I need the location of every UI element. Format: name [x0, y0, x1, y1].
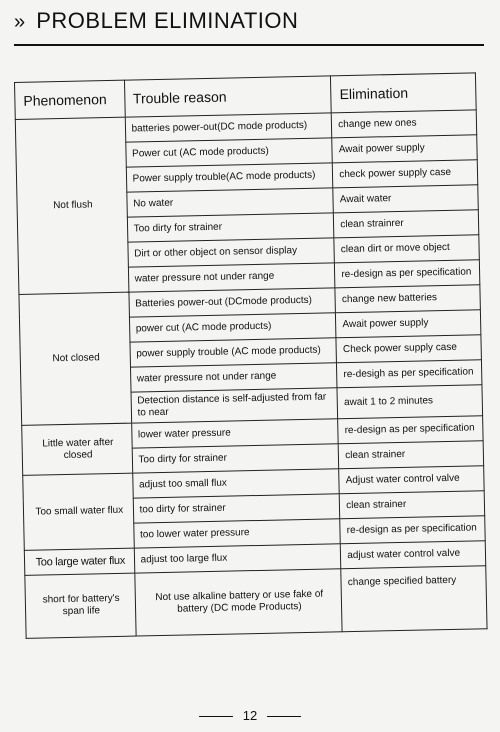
title-bar [14, 6, 484, 46]
elimination-cell: Check power supply case [336, 335, 481, 363]
phenomenon-cell: Too large water flux [24, 548, 134, 575]
page-title-text: PROBLEM ELIMINATION [36, 8, 299, 33]
reason-cell: Power cut (AC mode products) [125, 138, 332, 167]
table-row [25, 566, 487, 639]
phenomenon-cell: short for battery's span life [25, 573, 136, 638]
elimination-cell: re-desigh as per specification [337, 360, 482, 388]
problem-elimination-table [14, 72, 488, 639]
elimination-cell: clean strainer [338, 441, 483, 469]
footer-rule-right [267, 716, 301, 717]
page-number: 12 [242, 708, 258, 723]
elimination-cell: check power supply case [333, 160, 478, 188]
elimination-cell: Adjust water control valve [339, 466, 484, 494]
elimination-cell: re-design as per specification [335, 260, 480, 288]
reason-cell: batteries power-out(DC mode products) [125, 113, 332, 142]
elimination-cell: Await power supply [336, 310, 481, 338]
elimination-cell: re-design as per specification [340, 516, 485, 544]
page-footer [0, 708, 500, 723]
phenomenon-cell: Too small water flux [23, 473, 134, 550]
elimination-cell: Await water [333, 185, 478, 213]
footer-rule-left [199, 716, 233, 717]
phenomenon-cell: Little water after closed [22, 423, 133, 475]
elimination-cell: change new batteries [335, 285, 480, 313]
elimination-cell: re-design as per specification [338, 416, 483, 444]
reason-cell: adjust too small flux [132, 469, 339, 498]
reason-cell: power cut (AC mode products) [129, 313, 336, 342]
header-phenomenon: Phenomenon [15, 80, 125, 119]
elimination-cell: await 1 to 2 minutes [337, 385, 482, 419]
phenomenon-cell: Not closed [19, 292, 131, 425]
double-chevron-icon: » [14, 11, 26, 33]
header-elimination: Elimination [331, 73, 476, 113]
reason-cell: water pressure not under range [130, 363, 337, 392]
reason-cell: water pressure not under range [128, 263, 335, 292]
reason-cell: Too dirty for strainer [127, 213, 334, 242]
reason-cell: Batteries power-out (DCmode products) [128, 288, 335, 317]
phenomenon-cell: Not flush [15, 117, 128, 294]
elimination-cell: change specified battery [341, 566, 487, 632]
elimination-cell: clean strainrer [334, 210, 479, 238]
reason-cell: too lower water pressure [133, 519, 340, 548]
reason-cell: Too dirty for strainer [132, 444, 339, 473]
page-title [14, 8, 298, 34]
elimination-cell: change new ones [331, 110, 476, 138]
elimination-cell: Await power supply [332, 135, 477, 163]
reason-cell: too dirty for strainer [133, 494, 340, 523]
reason-cell: Power supply trouble(AC mode products) [126, 163, 333, 192]
reason-cell: adjust too large flux [134, 544, 341, 573]
reason-cell: No water [126, 188, 333, 217]
reason-cell: Dirt or other object on sensor display [127, 238, 334, 267]
elimination-cell: clean dirt or move object [334, 235, 479, 263]
reason-cell: lower water pressure [131, 419, 338, 448]
reason-cell: Detection distance is self-adjusted from far to near [131, 388, 338, 423]
elimination-cell: clean strainer [339, 491, 484, 519]
elimination-cell: adjust water control valve [341, 541, 486, 569]
reason-cell: Not use alkaline battery or use fake of battery (DC mode Products) [134, 569, 342, 636]
header-trouble-reason: Trouble reason [124, 76, 331, 117]
reason-cell: power supply trouble (AC mode products) [130, 338, 337, 367]
